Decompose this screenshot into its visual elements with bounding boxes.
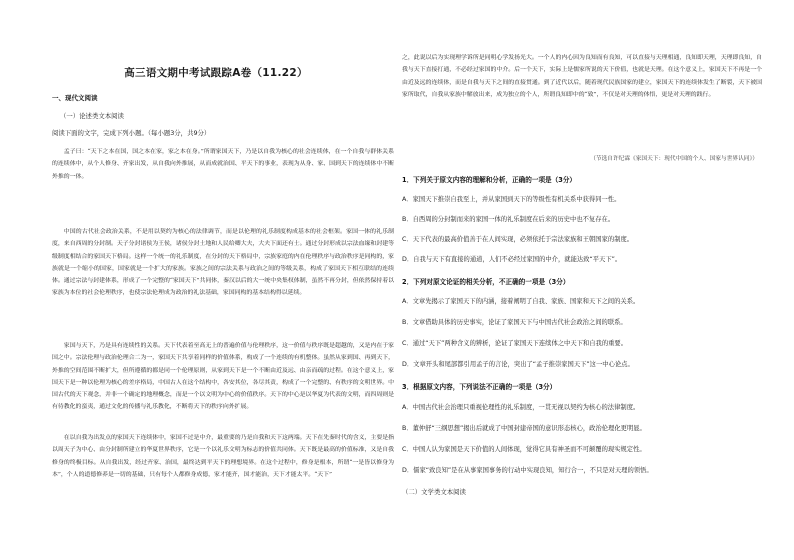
passage-source: （节选自许纪霖《家国天下：现代中国的个人、国家与世界认同》） <box>590 156 758 162</box>
passage-paragraph-4: 在以自我为出发点的家国天下连续体中，家国不过是中介，最重要的乃是自我和天下这两端。天下在先秦时代的含义，主要是指以周天子为中心、由分封制所建立的华夏世界秩序，它是一个以礼乐文明为标志的价值共同体。天下既是最高的价值标准，又是自我修身的终极目标。从自我出发，经过齐家、治国，最终达到平天下的理想境界。在这个过程中，修身是根本，所谓“一是皆以修身为本”，个人的道德修养是一切的基础，只有每个人都修身成德，家才能齐，国才能治，天下才能太平。“天下” <box>52 435 394 478</box>
question-2-option-b[interactable]: B．文章借助具体的历史事实，论证了家国天下与中国古代社会政治之间的联系。 <box>402 319 627 326</box>
question-2-option-d[interactable]: D．文章开头和尾部都引用孟子的言论，突出了“孟子推崇家国天下”这一中心论点。 <box>402 361 634 368</box>
reading-instruction: 阅读下面的文字，完成下列小题。（每小题3分，共9分） <box>52 129 211 137</box>
question-3-option-b[interactable]: B．董仲舒“三纲思想”揭出后就成了中国封建帝国的意识形态核心，政治伦理化更明显。 <box>402 425 646 432</box>
question-2-stem: 2．下列对原文论证的相关分析，不正确的一项是（3分） <box>402 278 570 286</box>
question-1-option-a[interactable]: A．家国天下推崇自我至上，并从家国到天下的等级性有机关系中获得同一性。 <box>402 196 621 203</box>
question-1-stem: 1．下列关于原文内容的理解和分析，正确的一项是（3分） <box>402 176 577 184</box>
subsection-heading-1: （一）论述类文本阅读 <box>60 112 124 120</box>
question-3-stem: 3．根据原文内容，下列说法不正确的一项是（3分） <box>402 383 557 391</box>
question-2-option-c[interactable]: C．通过“天下”两种含义的辨析，论证了家国天下连续体之中天下和自我的重要。 <box>402 340 628 347</box>
question-1-option-c[interactable]: C．天下代表的最高价值善于在人间实现，必须依托于宗法家族和王朝国家的制度。 <box>402 236 634 243</box>
passage-continuation: 之，此说以后为实现理学诉所是同明心学发扬光大。一个人的内心因为良知而有良知，可以直接与天理相通，良知即天理，天理即良知，自我与天下直接打通，不必经过家国的中介。后一个天下，实际上是儒家所说的天下价值，也就是天理。在这个意义上，家国天下不再是一个由近及远的连续体，而是自我与天下之间的直接贯通。到了近代以后，随着现代民族国家的建立，家国天下的连续体发生了断裂，天下被国家所取代，自我从家族中解放出来，成为独立的个人，所谓良知即中的“致”，不仅是对天理的体悟，更是对天理的践行。 <box>402 55 762 98</box>
passage-paragraph-1: 孟子曰：“天下之本在国，国之本在家，家之本在身。”所谓家国天下，乃是以自我为核心的社会连续体，在一个自我与群体关系的连续体中，从个人修身、齐家出发，从自我向外推展，从而成就治国、平天下的事业，表现为从身、家、国到天下的连续体中不断外推的一体。 <box>52 149 394 180</box>
passage-paragraph-2: 中国的古代社会政治关系，不是用以契约为核心的法律调节，而是以伦理的礼乐制度构成基本的社会框架。家国一体的礼乐制度，来自西周的分封制。天子分封诸侯为王侯，诸侯分封土地和人民给卿大夫，大夫下面还有士。通过分封形成以宗法血缘和封建等级制度相结合的家国天下格局。这样一个统一的礼乐制度，在分封的天下格局中，宗族家庭的内在伦理秩序与政治秩序是同构的，家族就是一个缩小的国家，国家就是一个扩大的家族。家族之间的宗法关系与政治之间的等级关系，构成了家国天下相互联结的连续体。通过宗法与封建体系，形成了一个完整的“家国天下”共同体，秦汉以后的大一统中央集权体制，虽然不再分封，但依然保持着以家族为本位的社会伦理秩序，也使宗法伦理成为政治的礼法基础，家国同构的基本结构得以延续。 <box>52 229 394 297</box>
question-3-option-a[interactable]: A．中国古代社会治理只重视伦理性的礼乐制度，一贯无视以契约为核心的法律制度。 <box>402 404 640 411</box>
question-3-option-d[interactable]: D．儒家“致良知”是在从事家国事务的行动中实现良知，知行合一，不只是对天理的领悟。 <box>402 467 653 474</box>
question-1-option-d[interactable]: D．自我与天下有直接的通道，人们不必经过家国的中介，就能达致“平天下”。 <box>402 256 622 263</box>
section-heading-1: 一、现代文阅读 <box>52 94 98 102</box>
question-2-option-a[interactable]: A．文章先揭示了家国天下的内涵，接着阐明了自我、家族、国家和天下之间的关系。 <box>402 298 640 305</box>
question-3-option-c[interactable]: C．中国人认为家国是天下价值的人间体现，觉得它具有神圣而不可颠覆的现实规定性。 <box>402 446 646 453</box>
subsection-heading-2: （二）文学类文本阅读 <box>402 488 466 496</box>
document-title: 高三语文期中考试跟踪A卷（11.22） <box>124 67 308 79</box>
passage-paragraph-3: 家国与天下，乃是具有连续性的关系。天下代表着至高无上的普遍价值与伦理秩序，这一价值与秩序既是超越的，又是内在于家国之中。宗法伦理与政治伦理合二为一，家国天下共享着同样的价值体系，构成了一个连续的有机整体。虽然从家到国、再到天下，外推的空间范围不断扩大，但所遵循的都是同一个伦理原则，从家到天下是一个不断由近及远、由亲而疏的过程。在这个意义上，家国天下是一种以伦理为核心的差序格局，中国古人在这个结构中，各安其位，各尽其责，构成了一个完整的、有秩序的文明世界。中国古代的天下观念，并非一个确定的地理概念，而是一个以文明为中心的价值秩序。天下的中心是以华夏为代表的文明，而四周则是有待教化的蛮夷，通过文化的传播与礼乐教化，不断将天下的秩序向外扩展。 <box>52 343 394 411</box>
question-1-option-b[interactable]: B．自西周的分封制而来的家国一体的礼乐制度在后来的历史中也不复存在。 <box>402 216 615 223</box>
